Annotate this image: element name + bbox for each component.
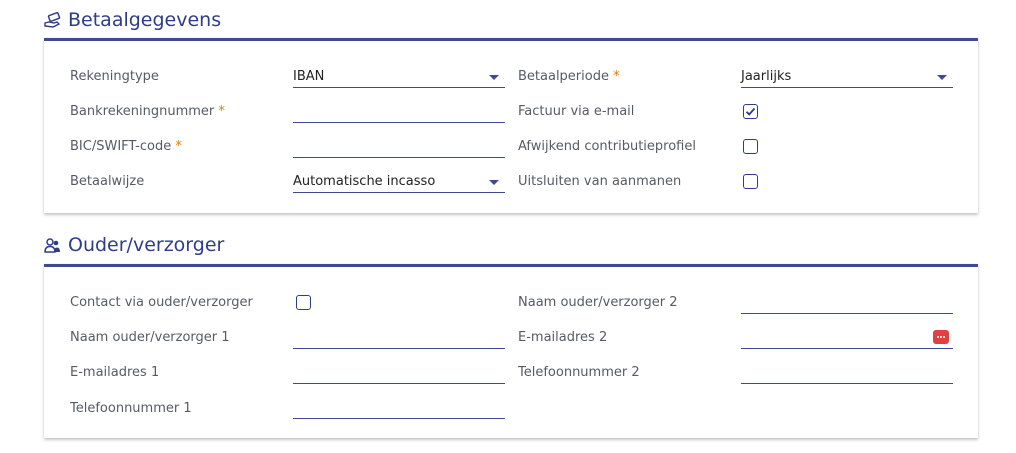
emailadres-2-input[interactable] <box>741 327 953 349</box>
rekeningtype-select[interactable] <box>293 66 505 88</box>
contact-via-ouder-checkbox[interactable] <box>296 295 311 310</box>
label-emailadres-2: E-mailadres 2 <box>518 330 608 345</box>
label-naam-ouder-1: Naam ouder/verzorger 1 <box>70 330 230 345</box>
people-icon <box>44 237 61 254</box>
label-telefoonnummer-2: Telefoonnummer 2 <box>518 365 640 380</box>
label-bic-swift: BIC/SWIFT-code * <box>70 139 182 154</box>
rekeningtype-value: IBAN <box>293 69 325 84</box>
label-contact-via-ouder: Contact via ouder/verzorger <box>70 295 253 310</box>
label-rekeningtype: Rekeningtype <box>70 69 159 84</box>
section-title-betaalgegevens <box>44 9 221 31</box>
telefoonnummer-1-input[interactable] <box>293 397 505 419</box>
telefoonnummer-2-input[interactable] <box>741 362 953 384</box>
label-naam-ouder-2: Naam ouder/verzorger 2 <box>518 295 678 310</box>
required-marker: * <box>175 139 182 154</box>
required-marker: * <box>613 69 620 84</box>
section-title-text: Betaalgegevens <box>68 9 222 31</box>
betaalgegevens-card <box>44 38 978 213</box>
label-factuur-via-email: Factuur via e-mail <box>518 104 635 119</box>
naam-ouder-2-input[interactable] <box>741 292 953 314</box>
section-title-text: Ouder/verzorger <box>68 234 225 256</box>
betaalperiode-select[interactable] <box>741 66 953 88</box>
chevron-down-icon <box>937 75 947 80</box>
label-emailadres-1: E-mailadres 1 <box>70 365 160 380</box>
label-betaalwijze: Betaalwijze <box>70 174 145 189</box>
factuur-via-email-checkbox[interactable] <box>743 104 758 119</box>
betaalperiode-value: Jaarlijks <box>741 69 792 84</box>
label-betaalperiode: Betaalperiode * <box>518 69 620 84</box>
label-telefoonnummer-1: Telefoonnummer 1 <box>70 401 192 416</box>
chevron-down-icon <box>489 75 499 80</box>
afwijkend-contributieprofiel-checkbox[interactable] <box>743 139 758 154</box>
uitsluiten-aanmanen-checkbox[interactable] <box>743 174 758 189</box>
ouder-verzorger-card <box>44 264 978 438</box>
password-manager-icon[interactable] <box>933 330 949 344</box>
emailadres-1-input[interactable] <box>293 362 505 384</box>
label-uitsluiten-aanmanen: Uitsluiten van aanmanen <box>518 174 682 189</box>
section-title-ouder-verzorger <box>44 234 224 256</box>
checkmark-icon <box>744 105 757 118</box>
chevron-down-icon <box>489 180 499 185</box>
required-marker: * <box>218 104 225 119</box>
label-bankrekeningnummer: Bankrekeningnummer * <box>70 104 225 119</box>
betaalwijze-select[interactable] <box>293 171 505 193</box>
label-afwijkend-contributieprofiel: Afwijkend contributieprofiel <box>518 139 696 154</box>
naam-ouder-1-input[interactable] <box>293 327 505 349</box>
bic-swift-input[interactable] <box>293 136 505 158</box>
betaalwijze-value: Automatische incasso <box>293 174 436 189</box>
money-hand-icon <box>44 12 61 29</box>
bankrekeningnummer-input[interactable] <box>293 101 505 123</box>
